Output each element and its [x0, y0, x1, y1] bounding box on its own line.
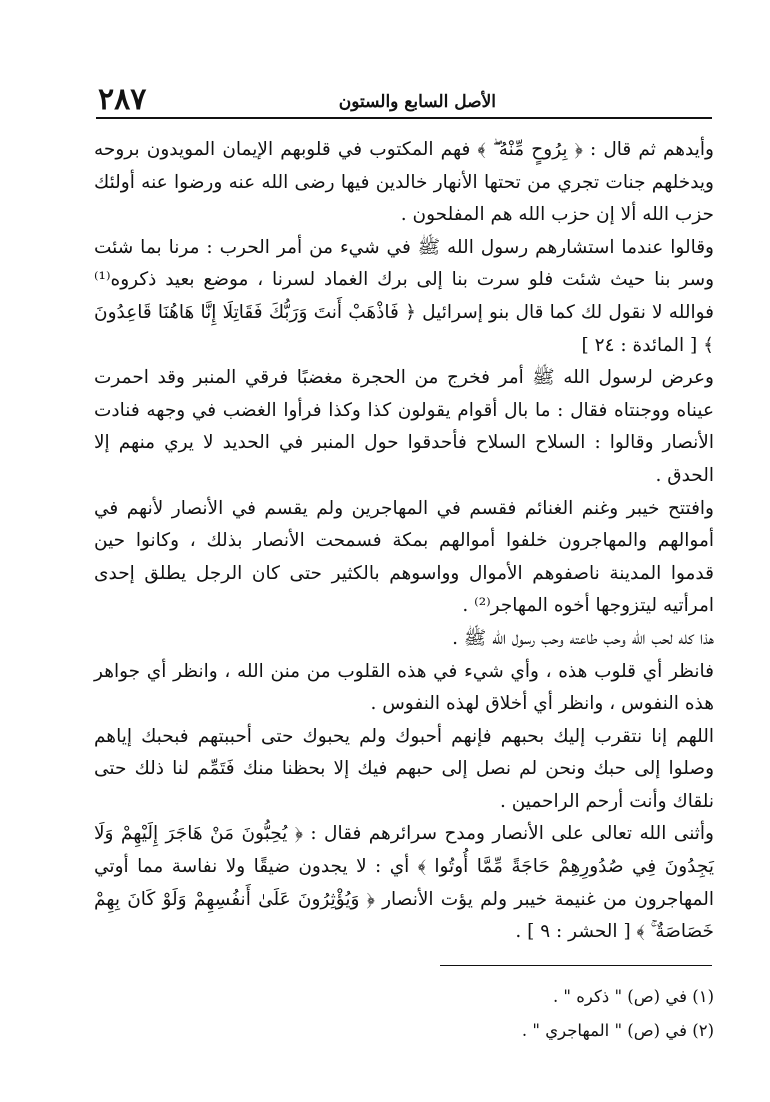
paragraph: وافتتح خيبر وغنم الغنائم فقسم في المهاجرين ولم يقسم في الأنصار لأنهم في أموالهم والمهاجرون خلفوا أموالهم بمكة فسمحت الأنصار بذلك ، وكانوا حين قدموا المدينة ناصفوهم الأموال وواسوهم بالكثير حتى كان الرجل يطلق إحدى امرأتيه ليتزوجها أخوه المهاجر⁽²⁾ . — [94, 497, 714, 617]
main-text — [94, 134, 714, 949]
paragraph: وأيدهم ثم قال : ﴿ بِرُوحٍ مِّنْهُ ۖ ﴾ فهم المكتوب في قلوبهم الإيمان المويدون بروحه ويدخلهم جنات تجري من تحتها الأنهار خالدين فيها رضى الله عنه ورضوا عنه أولئك حزب الله ألا إن حزب الله هم المفلحون . — [94, 139, 714, 226]
footnotes — [300, 980, 714, 1048]
paragraph: وعرض لرسول الله ﷺ أمر فخرج من الحجرة مغضبًا فرقي المنبر وقد احمرت عيناه ووجنتاه فقال : ما بال أقوام يقولون كذا وكذا فرأوا الغضب في وجهه فنادت الأنصار وقالوا : السلاح السلاح فأحدقوا حول المنبر في الحديد لا يري منهم إلا الحدق . — [94, 367, 714, 486]
paragraph: فانظر أي قلوب هذه ، وأي شيء في هذه القلوب من منن الله ، وانظر أي جواهر هذه النفوس ، وانظر أي أخلاق لهذه النفوس . — [94, 660, 714, 715]
footnote-divider — [440, 965, 712, 966]
page-number: ٢٨٧ — [98, 82, 147, 117]
paragraph: وأثنى الله تعالى على الأنصار ومدح سرائرهم فقال : ﴿ يُحِبُّونَ مَنْ هَاجَرَ إِلَيْهِمْ وَلَا يَجِدُونَ فِي صُدُورِهِمْ حَاجَةً مِّمَّا أُوتُوا ﴾ أي : لا يجدون ضيقًا ولا نفاسة مما أوتي المهاجرون من غنيمة خيبر ولم يؤت الأنصار ﴿ وَيُؤْثِرُونَ عَلَىٰ أَنفُسِهِمْ وَلَوْ كَانَ بِهِمْ خَصَاصَةٌ ۚ ﴾ [ الحشر : ٩ ] . — [94, 823, 714, 943]
paragraph: اللهم إنا نتقرب إليك بحبهم فإنهم أحبوك ولم يحبوك حتى أحببتهم فبحبك إياهم وصلوا إلى حبك ونحن لم نصل إلى حبهم فيك إلا بحظنا منك فَتَمِّم لنا ذلك حتى نلقاك وأنت أرحم الراحمين . — [94, 725, 714, 812]
chapter-title: الأصل السابع والستون — [338, 92, 496, 112]
paragraph: وقالوا عندما استشارهم رسول الله ﷺ في شيء من أمر الحرب : مرنا بما شئت وسر بنا حيث شئت فلو سرت بنا إلى برك الغماد لسرنا ، موضع بعيد ذكروه⁽¹⁾ فوالله لا نقول لك كما قال بنو إسرائيل ﴿ فَاذْهَبْ أَنتَ وَرَبُّكَ فَقَاتِلَا إِنَّا هَاهُنَا قَاعِدُونَ ﴾ [ المائدة : ٢٤ ] — [94, 236, 714, 356]
footnote: (٢) في (ص) " المهاجري " . — [521, 1021, 714, 1040]
footnote: (١) في (ص) " ذكره " . — [552, 987, 714, 1006]
header-divider — [96, 117, 712, 119]
running-header — [96, 84, 712, 118]
paragraph: هذا كله لحب الله وحب طاعته وحب رسول الله ﷺ . — [452, 627, 714, 649]
